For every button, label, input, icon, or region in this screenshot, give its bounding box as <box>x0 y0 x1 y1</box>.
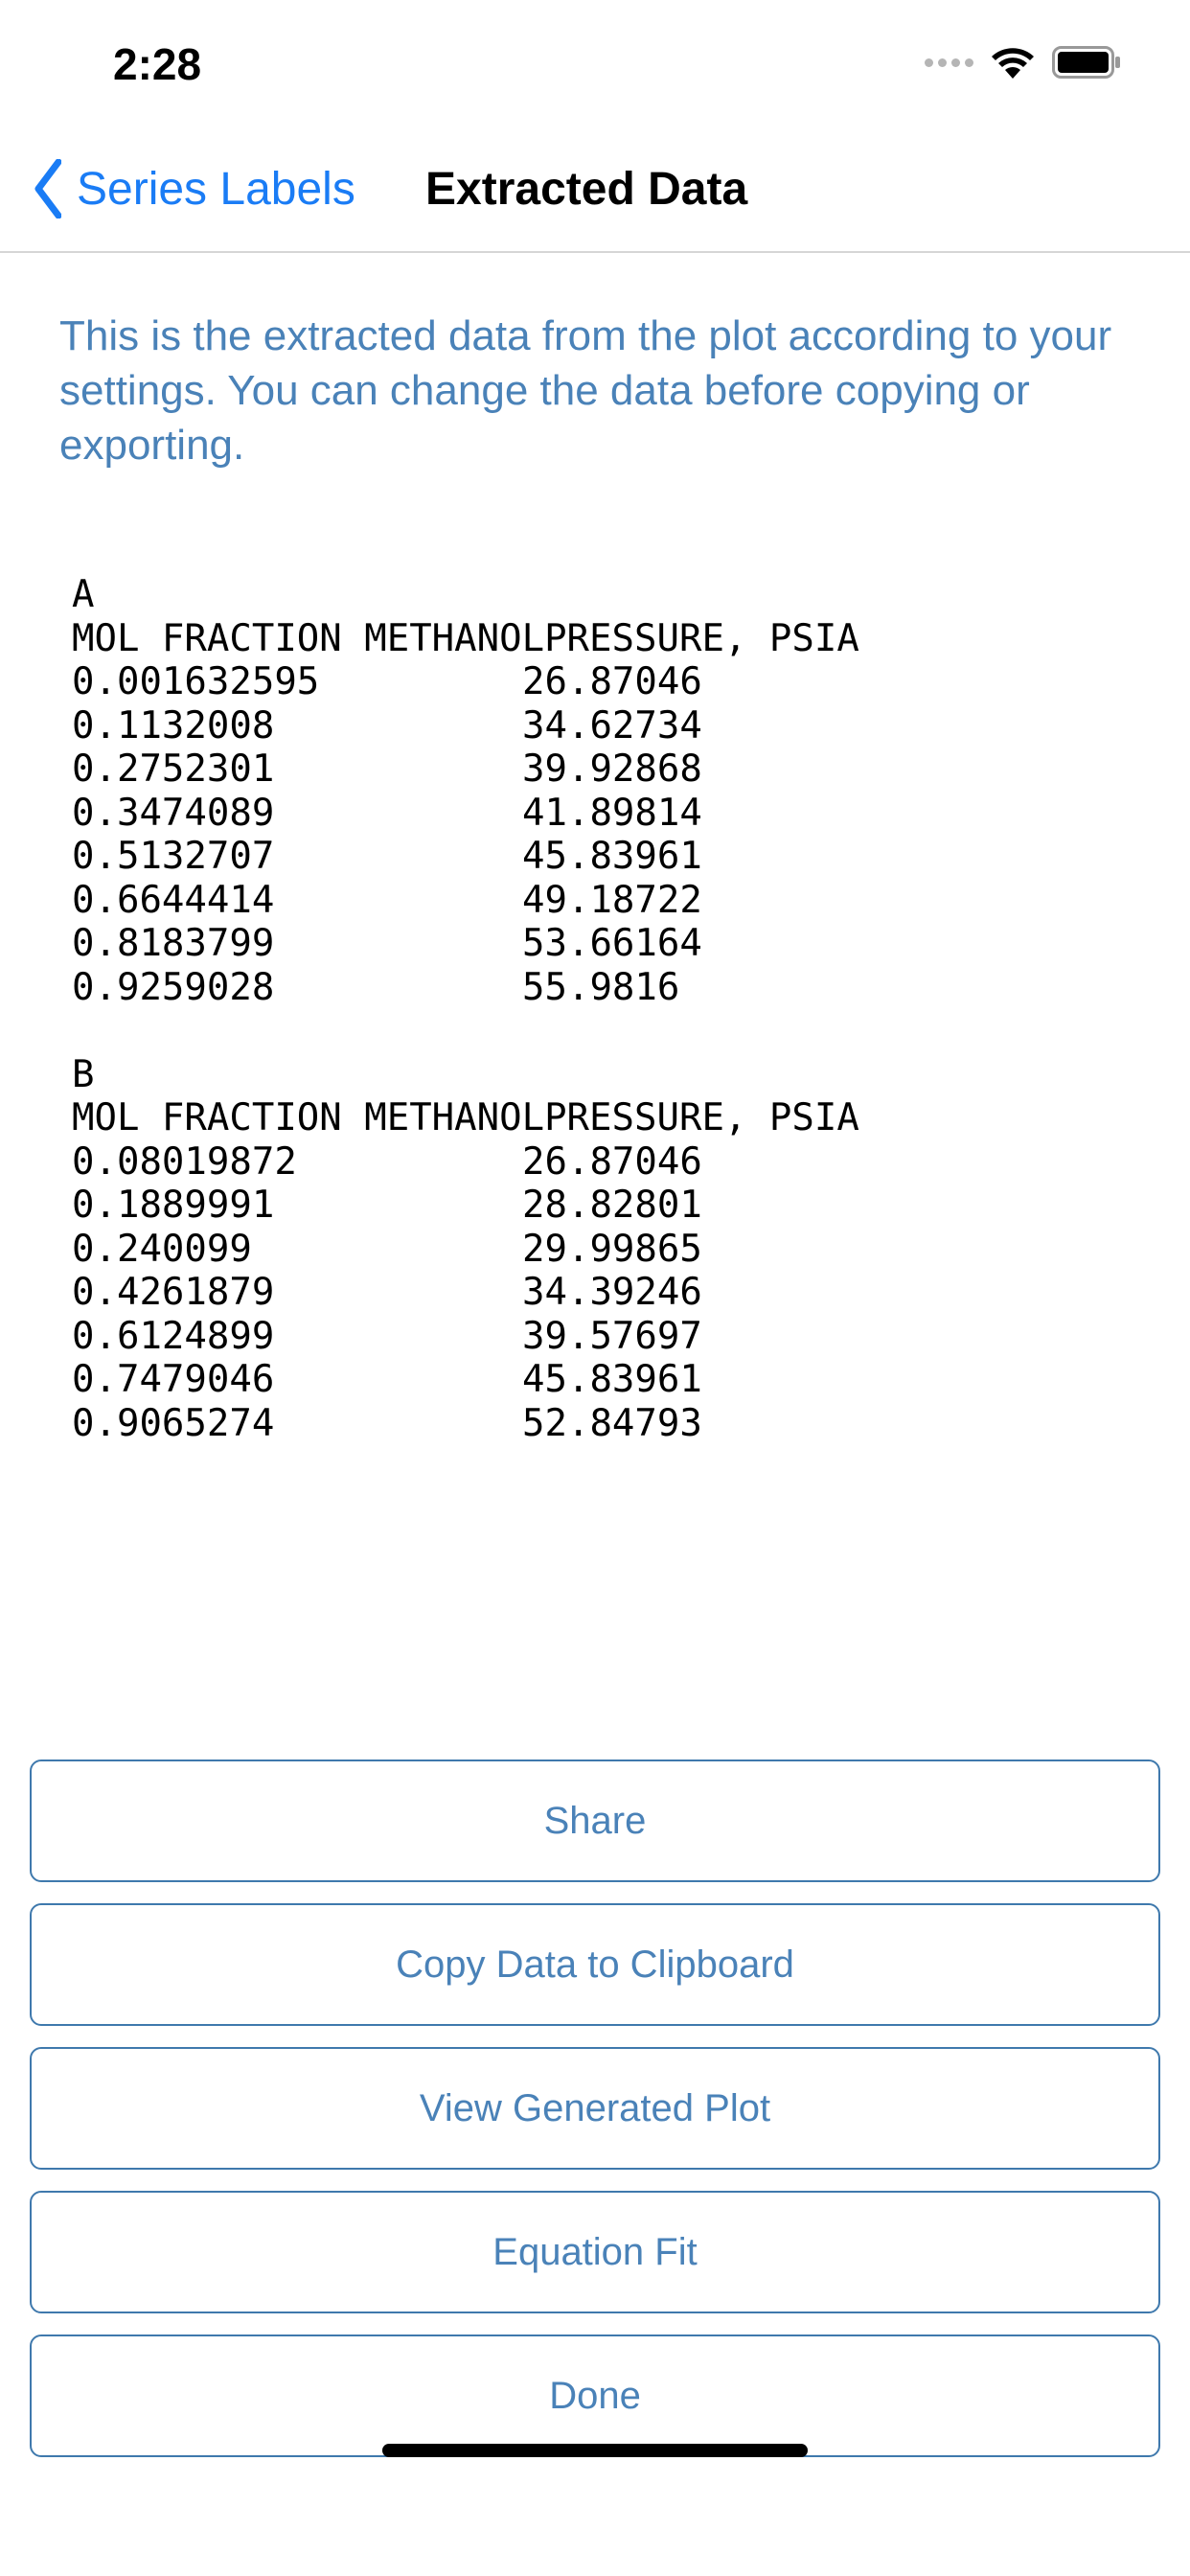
x-value: 0.9259028 <box>72 965 275 1009</box>
equation-fit-button[interactable]: Equation Fit <box>30 2191 1160 2313</box>
data-row <box>72 704 859 748</box>
y-value: 26.87046 <box>522 660 702 703</box>
x-value: 0.1889991 <box>72 1184 275 1227</box>
series-name: B <box>72 1052 95 1096</box>
copy-data-button[interactable]: Copy Data to Clipboard <box>30 1903 1160 2026</box>
y-value: 39.57697 <box>522 1314 702 1358</box>
y-value: 45.83961 <box>522 835 702 878</box>
y-value: 52.84793 <box>522 1401 702 1445</box>
page-title: Extracted Data <box>425 164 748 215</box>
y-value: 55.9816 <box>522 965 680 1009</box>
data-row <box>72 879 859 923</box>
y-value: 34.62734 <box>522 703 702 748</box>
data-row <box>72 1271 859 1315</box>
x-value: 0.5132707 <box>72 835 275 878</box>
data-row <box>72 1315 859 1359</box>
data-row <box>72 1358 859 1402</box>
data-row <box>72 966 859 1010</box>
x-value: 0.2752301 <box>72 748 275 791</box>
back-label: Series Labels <box>77 163 355 215</box>
navigation-bar <box>0 126 1190 253</box>
y-value: 45.83961 <box>522 1358 702 1401</box>
cellular-signal-icon <box>925 58 973 67</box>
x-value: 0.7479046 <box>72 1358 275 1401</box>
x-value: 0.001632595 <box>72 660 320 703</box>
data-row <box>72 1184 859 1228</box>
x-value: 0.4261879 <box>72 1271 275 1314</box>
x-value: 0.1132008 <box>72 703 275 748</box>
back-button[interactable] <box>34 159 355 218</box>
x-value: 0.9065274 <box>72 1401 275 1445</box>
home-indicator[interactable] <box>382 2444 808 2457</box>
data-row <box>72 1402 859 1446</box>
done-button[interactable]: Done <box>30 2334 1160 2457</box>
y-value: 49.18722 <box>522 878 702 922</box>
extracted-data-textview[interactable] <box>72 573 859 1445</box>
x-value: 0.8183799 <box>72 922 275 965</box>
data-row <box>72 748 859 792</box>
status-time: 2:28 <box>113 39 202 89</box>
wifi-icon <box>991 46 1035 79</box>
data-row <box>72 835 859 879</box>
data-row <box>72 660 859 704</box>
series-header: MOL FRACTION METHANOLPRESSURE, PSIA <box>72 616 859 660</box>
y-value: 26.87046 <box>522 1139 702 1184</box>
battery-icon <box>1052 46 1121 79</box>
spacer <box>72 1009 859 1053</box>
data-row <box>72 922 859 966</box>
status-bar <box>0 0 1190 126</box>
series-name: A <box>72 573 95 616</box>
view-plot-button[interactable]: View Generated Plot <box>30 2047 1160 2170</box>
x-value: 0.6644414 <box>72 878 275 922</box>
y-value: 41.89814 <box>522 791 702 835</box>
y-value: 29.99865 <box>522 1227 702 1271</box>
description-text: This is the extracted data from the plot according to your settings. You can change the data before copying or exporting. <box>59 312 1112 469</box>
x-value: 0.3474089 <box>72 791 275 835</box>
y-value: 53.66164 <box>522 922 702 965</box>
chevron-left-icon <box>34 159 61 218</box>
data-row <box>72 1140 859 1184</box>
y-value: 39.92868 <box>522 748 702 791</box>
series-header: MOL FRACTION METHANOLPRESSURE, PSIA <box>72 1096 859 1139</box>
x-value: 0.08019872 <box>72 1139 297 1184</box>
y-value: 28.82801 <box>522 1184 702 1227</box>
x-value: 0.6124899 <box>72 1314 275 1358</box>
share-button[interactable]: Share <box>30 1760 1160 1882</box>
y-value: 34.39246 <box>522 1271 702 1314</box>
data-row <box>72 792 859 836</box>
data-row <box>72 1228 859 1272</box>
x-value: 0.240099 <box>72 1227 252 1271</box>
